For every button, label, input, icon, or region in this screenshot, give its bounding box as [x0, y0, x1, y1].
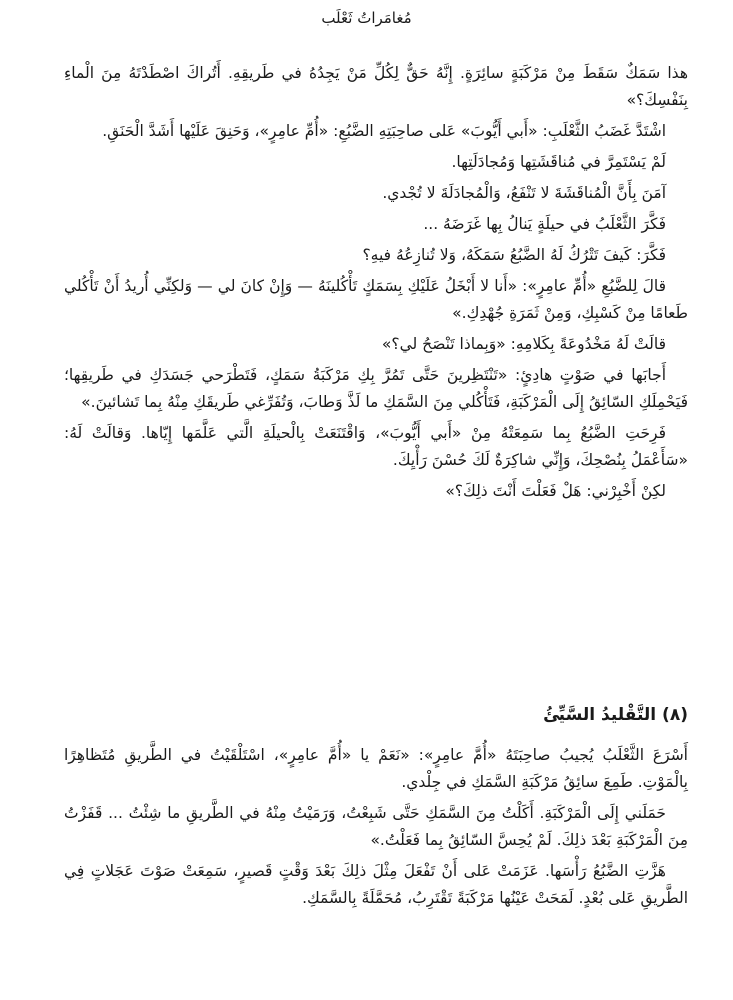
paragraph: اشْتَدَّ غَضَبُ الثَّعْلَبِ: «أَبي أَيُّوبَ» عَلى صاحِبَتِهِ الضَّبُعِ: «أُمِّ عامِرٍ»، وَحَنِقَ عَلَيْها أَشَدَّ الْحَنَقِ. [102, 122, 666, 140]
paragraph: فَكَّرَ: كَيفَ تَتْرُكُ لَهُ الضَّبُعُ سَمَكَهُ، وَلا تُنازِعُهُ فيهِ؟ [362, 246, 666, 264]
paragraph: أَسْرَعَ الثَّعْلَبُ يُجيبُ صاحِبَتَهُ «أُمَّ عامِرٍ»: «نَعَمْ يا «أُمَّ عامِرٍ»، اسْتَلْقَيْتُ في الطَّريقِ مُتَظاهِرًا بِالْمَوْتِ. طَمِعَ سائِقُ مَرْكَبَةِ السَّمَكِ في جِلْدي. [64, 746, 688, 791]
paragraph: لكِنْ أَخْبِرْني: هَلْ فَعَلْتَ أَنْتَ ذلِكَ؟» [445, 482, 666, 500]
paragraph: قالَ لِلضَّبُعِ «أُمِّ عامِرٍ»: «أَنا لا أَبْخَلُ عَلَيْكِ بِسَمَكٍ تَأْكُلينَهُ — وَإِنْ كانَ لي — وَلكِنِّي أُريدُ أَنْ تَأْكُلي طَعامًا مِنْ كَسْبِكِ، وَمِنْ ثَمَرَةِ جُهْدِكِ.» [64, 277, 688, 322]
paragraph: آمَنَ بِأَنَّ الْمُناقَشَةَ لا تَنْفَعُ، وَالْمُجادَلَةَ لا تُجْدي. [382, 184, 666, 202]
paragraph: حَمَلَني إِلَى الْمَرْكَبَةِ. أَكَلْتُ مِنَ السَّمَكِ حَتَّى شَبِعْتُ، وَرَمَيْتُ مِنْهُ في الطَّريقِ ما شِئْتُ ... قَفَزْتُ مِنَ الْمَرْكَبَةِ بَعْدَ ذلِكَ. لَمْ يُحِسَّ السّائِقُ بِما فَعَلْتُ.» [64, 804, 688, 849]
paragraph: هذا سَمَكٌ سَقَطَ مِنْ مَرْكَبَةٍ سائِرَةٍ. إِنَّهُ حَقٌّ لِكُلِّ مَنْ يَجِدُهُ في طَريقِهِ. أَتُراكَ اصْطَدْتَهُ مِنَ الْماءِ بِنَفْسِكَ؟» [64, 64, 688, 109]
running-header: مُغامَراتُ ثَعْلَب [321, 9, 412, 27]
paragraph: لَمْ يَسْتَمِرَّ في مُناقَشَتِها وَمُجادَلَتِها. [451, 153, 666, 171]
section-heading: (٨) التَّقْليدُ السَّيِّئُ [543, 705, 688, 725]
paragraph: فَكَّرَ الثَّعْلَبُ في حيلَةٍ يَنالُ بِها غَرَضَهُ ... [423, 215, 666, 233]
story-body [64, 60, 688, 509]
paragraph: قالَتْ لَهُ مَخْدُوعَةً بِكَلامِهِ: «وَبِماذا تَنْصَحُ لي؟» [381, 335, 666, 353]
paragraph: فَرِحَتِ الضَّبُعُ بِما سَمِعَتْهُ مِنْ «أَبي أَيُّوبَ»، وَاقْتَنَعَتْ بِالْحيلَةِ الَّتي عَلَّمَها إِيّاها. وَقالَتْ لَهُ: «سَأَعْمَلُ بِنُصْحِكَ، وَإِنِّي شاكِرَةٌ لَكَ حُسْنَ رَأْيِكَ. [64, 424, 688, 469]
paragraph: أَجابَها في صَوْتٍ هادِئٍ: «تَنْتَظِرينَ حَتَّى تَمُرَّ بِكِ مَرْكَبَةُ سَمَكٍ، فَتَطْرَحي جَسَدَكِ في طَريقِها؛ فَيَحْمِلَكِ السّائِقُ إِلَى الْمَرْكَبَةِ، فَتَأْكُلي مِنَ السَّمَكِ ما لَذَّ وَطابَ، وَتُفَرِّغي طَريقَكِ مِنْهُ بِما تَشائينَ.» [64, 366, 688, 411]
paragraph: هَزَّتِ الضَّبُعُ رَأْسَها. عَزَمَتْ عَلى أَنْ تَفْعَلَ مِثْلَ ذلِكَ بَعْدَ وَقْتٍ قَصيرٍ، سَمِعَتْ صَوْتَ عَجَلاتٍ فِي الطَّريقِ عَلى بُعْدٍ. لَمَحَتْ عَيْنُها مَرْكَبَةً تَقْتَرِبُ، مُحَمَّلَةً بِالسَّمَكِ. [64, 862, 688, 907]
section-body [64, 742, 688, 916]
